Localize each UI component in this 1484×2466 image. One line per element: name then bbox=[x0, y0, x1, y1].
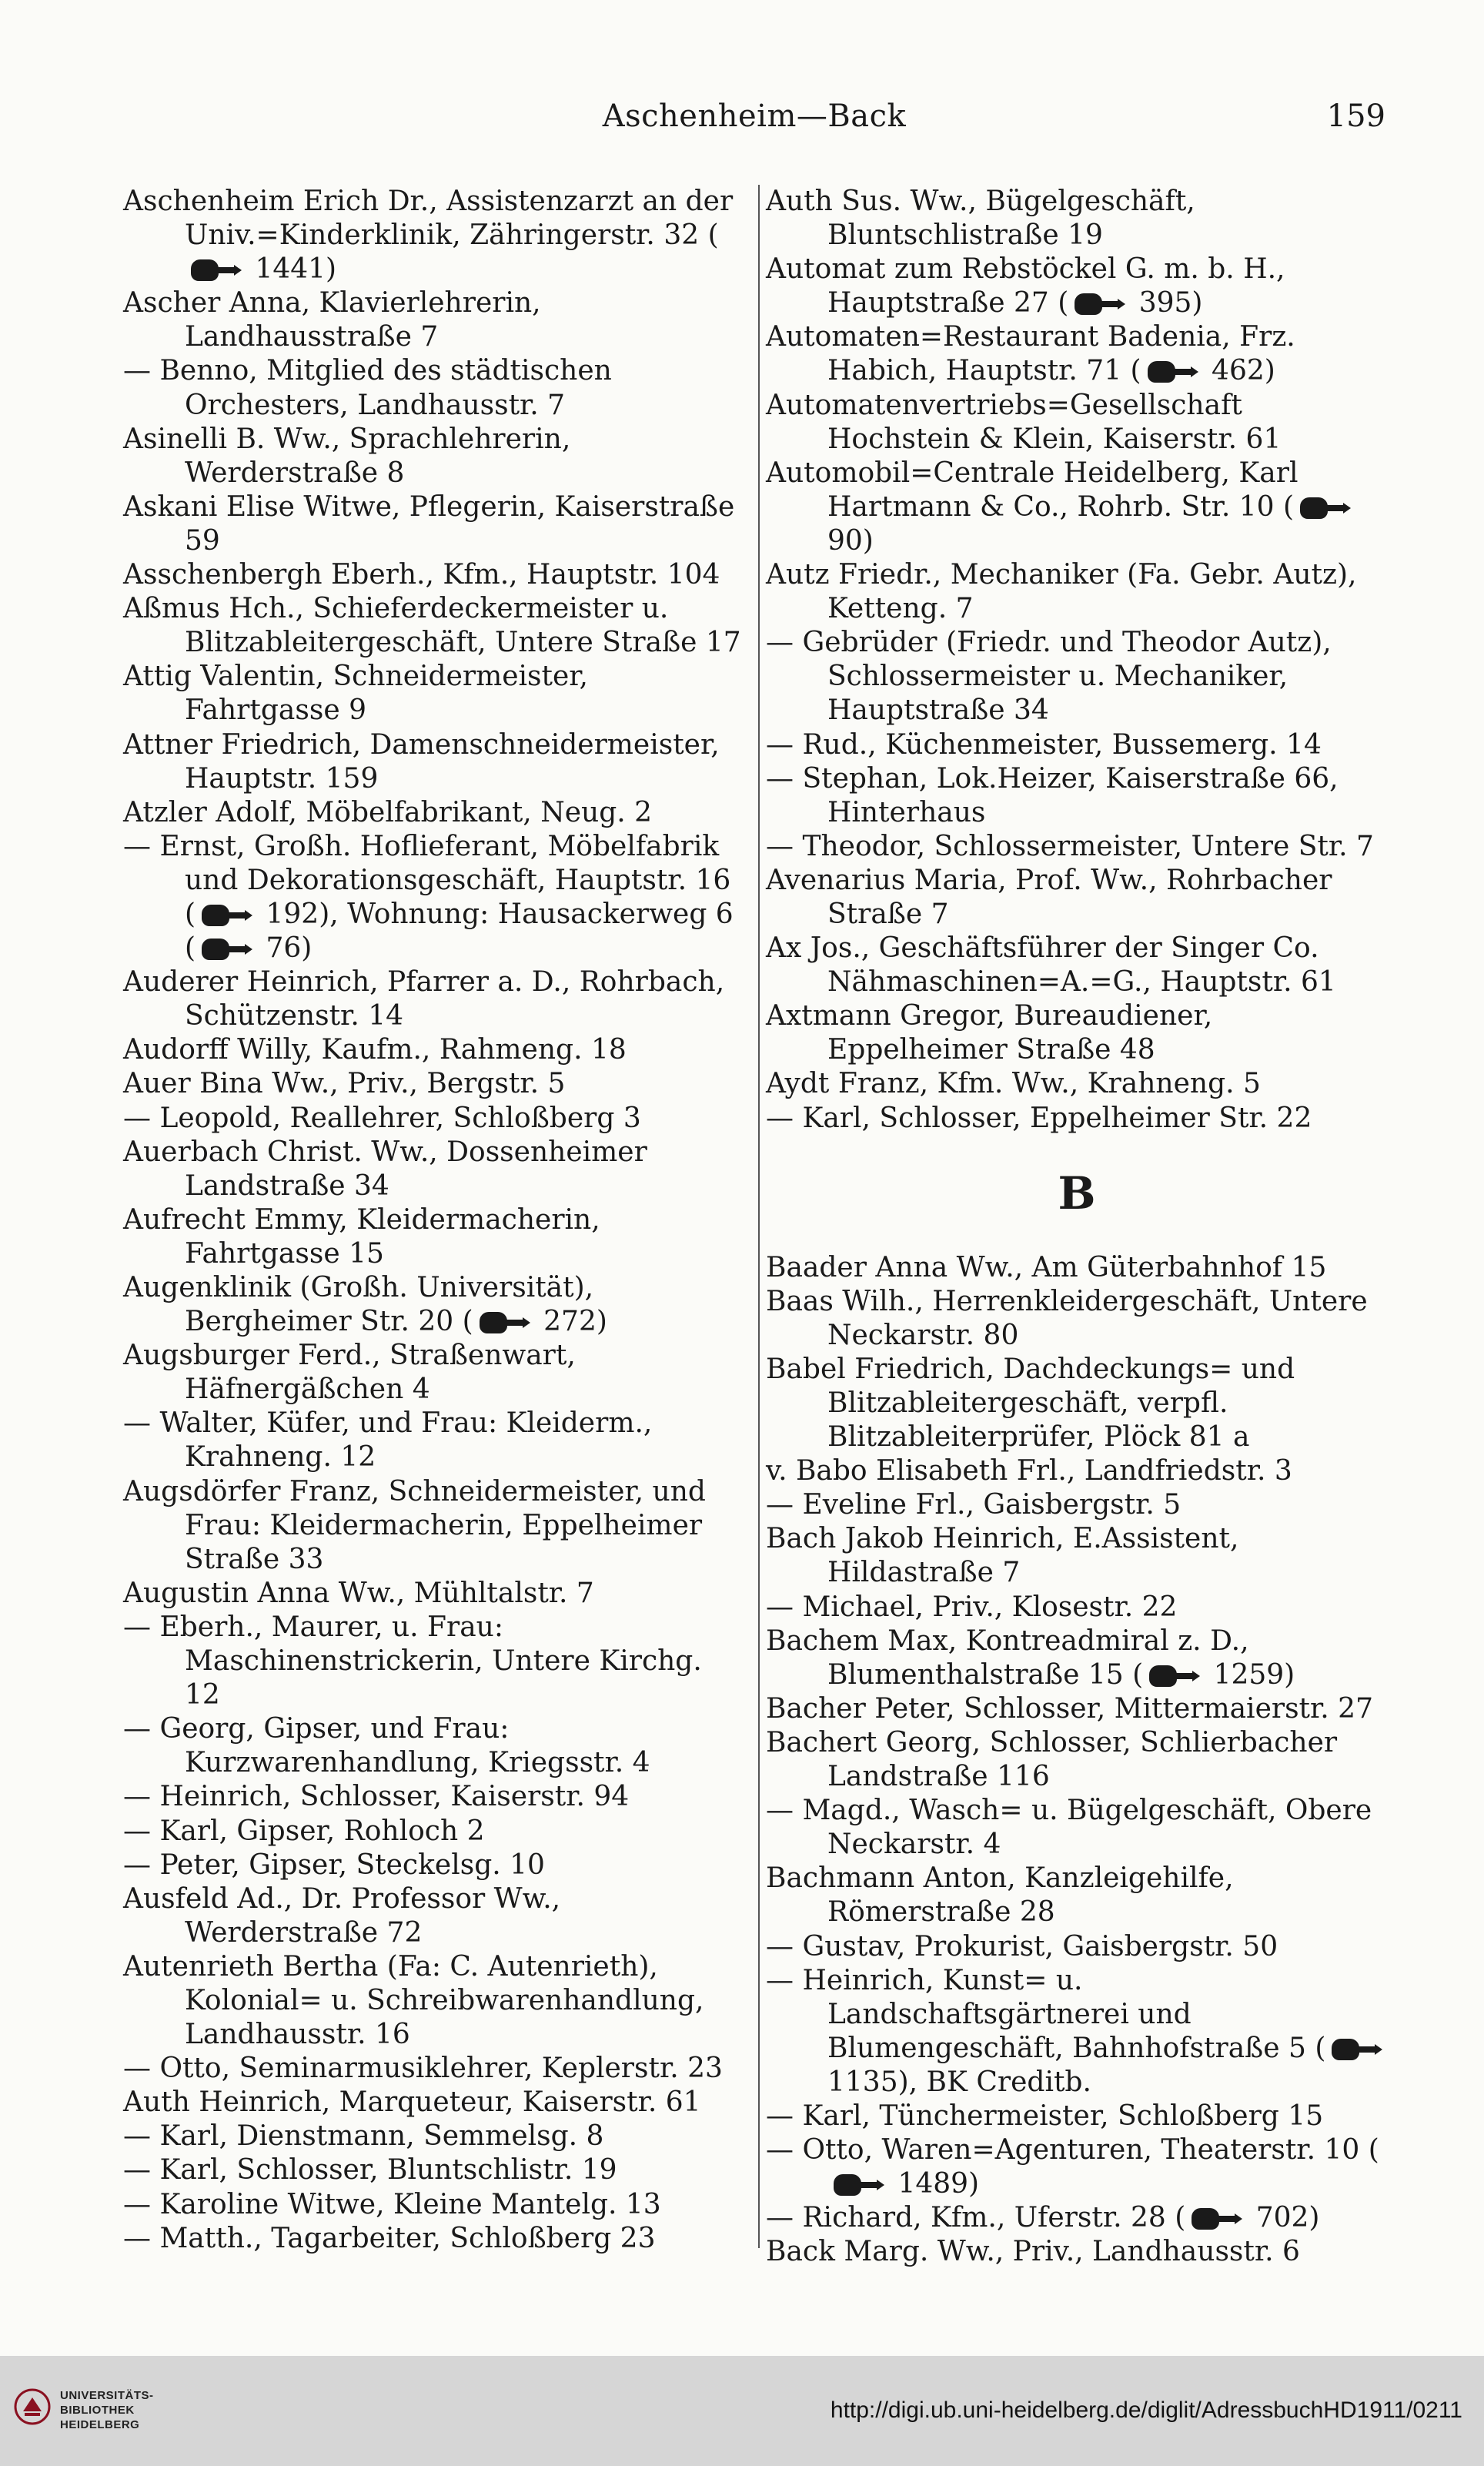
directory-entry bbox=[123, 1611, 745, 1712]
directory-entry bbox=[123, 1849, 745, 1882]
directory-entry bbox=[766, 1964, 1388, 2100]
entry-text: Auth Sus. Ww., Bügelgeschäft, Bluntschlistraße 19 bbox=[766, 186, 1195, 252]
entry-text: Augsdörfer Franz, Schneidermeister, und Frau: Kleidermacherin, Eppelheimer Straße 33 bbox=[123, 1475, 706, 1575]
directory-entry bbox=[123, 1033, 745, 1067]
entry-text: — Eberh., Maurer, u. Frau: Maschinenstrickerin, Untere Kirchg. 12 bbox=[123, 1611, 702, 1711]
entry-text: Axtmann Gregor, Bureaudiener, Eppelheimer Straße 48 bbox=[766, 1000, 1213, 1066]
entry-text: 90) bbox=[827, 524, 874, 557]
directory-entry bbox=[766, 999, 1388, 1067]
entry-text: Augustin Anna Ww., Mühltalstr. 7 bbox=[123, 1577, 594, 1609]
page-header bbox=[123, 99, 1385, 152]
directory-entry bbox=[123, 185, 745, 286]
directory-entry bbox=[123, 2086, 745, 2120]
directory-entry bbox=[766, 1067, 1388, 1101]
entry-text: — Karl, Schlosser, Eppelheimer Str. 22 bbox=[766, 1102, 1312, 1134]
entry-text: 395) bbox=[1130, 287, 1203, 320]
entry-text: — Richard, Kfm., Uferstr. 28 ( bbox=[766, 2202, 1186, 2234]
telephone-icon bbox=[475, 1312, 532, 1333]
telephone-icon bbox=[829, 2174, 886, 2196]
entry-text: — Rud., Küchenmeister, Bussemerg. 14 bbox=[766, 728, 1322, 761]
entry-text: — Georg, Gipser, und Frau: Kurzwarenhandlung, Kriegsstr. 4 bbox=[123, 1713, 650, 1779]
entry-text: 1259) bbox=[1205, 1658, 1295, 1691]
entry-text: Ax Jos., Geschäftsführer der Singer Co. Nähmaschinen=A.=G., Hauptstr. 61 bbox=[766, 932, 1336, 999]
entry-text: — Benno, Mitglied des städtischen Orchesters, Landhausstr. 7 bbox=[123, 355, 612, 421]
directory-entry bbox=[766, 320, 1388, 388]
directory-entry bbox=[123, 1339, 745, 1407]
entry-text: — Leopold, Reallehrer, Schloßberg 3 bbox=[123, 1102, 641, 1134]
directory-entry bbox=[123, 1815, 745, 1849]
entry-text: — Eveline Frl., Gaisbergstr. 5 bbox=[766, 1489, 1182, 1521]
directory-entry bbox=[766, 558, 1388, 626]
entry-text: Aschenheim Erich Dr., Assistenzarzt an der Univ.=Kinderklinik, Zähringerstr. 32 ( bbox=[123, 186, 734, 252]
directory-entry bbox=[123, 1950, 745, 2052]
entry-text: Askani Elise Witwe, Pflegerin, Kaiserstraße 59 bbox=[123, 490, 735, 557]
entry-text: 702) bbox=[1247, 2202, 1320, 2234]
telephone-icon bbox=[197, 905, 254, 926]
left-column bbox=[123, 185, 745, 2256]
directory-entry bbox=[123, 2188, 745, 2222]
entry-text: Automobil=Centrale Heidelberg, Karl Hartmann & Co., Rohrb. Str. 10 ( bbox=[766, 457, 1298, 523]
telephone-icon bbox=[197, 939, 254, 960]
entry-text: 76) bbox=[257, 932, 313, 965]
directory-entry bbox=[123, 354, 745, 422]
entry-text: Auer Bina Ww., Priv., Bergstr. 5 bbox=[123, 1068, 566, 1100]
directory-entry bbox=[766, 2201, 1388, 2235]
entry-text: — Magd., Wasch= u. Bügelgeschäft, Obere Neckarstr. 4 bbox=[766, 1795, 1372, 1861]
entry-text: Asinelli B. Ww., Sprachlehrerin, Werderstraße 8 bbox=[123, 423, 571, 489]
entry-text: Automat zum Rebstöckel G. m. b. H., Hauptstraße 27 ( bbox=[766, 253, 1285, 320]
directory-entry bbox=[766, 1862, 1388, 1929]
directory-entry bbox=[766, 1726, 1388, 1794]
directory-entry bbox=[123, 1712, 745, 1780]
entry-text: — Walter, Küfer, und Frau: Kleiderm., Krahneng. 12 bbox=[123, 1407, 653, 1474]
entry-text: — Michael, Priv., Klosestr. 22 bbox=[766, 1591, 1178, 1623]
directory-entry bbox=[123, 830, 745, 965]
entry-text: Audorff Willy, Kaufm., Rahmeng. 18 bbox=[123, 1034, 627, 1066]
entry-text: — Heinrich, Schlosser, Kaiserstr. 94 bbox=[123, 1781, 630, 1813]
entry-text: Auderer Heinrich, Pfarrer a. D., Rohrbach, Schützenstr. 14 bbox=[123, 966, 725, 1032]
directory-entry bbox=[123, 2222, 745, 2256]
entry-text: Automatenvertriebs=Gesellschaft Hochstein & Klein, Kaiserstr. 61 bbox=[766, 389, 1282, 455]
entry-text: Augenklinik (Großh. Universität), Bergheimer Str. 20 ( bbox=[123, 1272, 594, 1338]
entry-text: — Ernst, Großh. Hoflieferant, Möbelfabrik und Dekorationsgeschäft, Hauptstr. 16 ( bbox=[123, 830, 731, 930]
directory-entry bbox=[766, 1353, 1388, 1454]
entry-text: — Gebrüder (Friedr. und Theodor Autz), Schlossermeister u. Mechaniker, Hauptstraße 34 bbox=[766, 627, 1332, 727]
entry-text: Attner Friedrich, Damenschneidermeister, Hauptstr. 159 bbox=[123, 728, 720, 795]
entry-text: — Theodor, Schlossermeister, Untere Str. 7 bbox=[766, 830, 1374, 862]
entry-text: — Matth., Tagarbeiter, Schloßberg 23 bbox=[123, 2222, 656, 2254]
directory-entry bbox=[766, 457, 1388, 558]
source-url-link[interactable]: http://digi.ub.uni-heidelberg.de/diglit/AdressbuchHD1911/0211 bbox=[830, 2397, 1462, 2423]
directory-entry bbox=[123, 1271, 745, 1339]
directory-entry bbox=[766, 1251, 1388, 1285]
running-title: Aschenheim—Back bbox=[602, 99, 907, 134]
entry-text: Ausfeld Ad., Dr. Professor Ww., Werderstraße 72 bbox=[123, 1882, 561, 1949]
column-divider bbox=[758, 185, 760, 2248]
entry-text: Autz Friedr., Mechaniker (Fa. Gebr. Autz), Ketteng. 7 bbox=[766, 559, 1357, 625]
directory-entry bbox=[123, 286, 745, 354]
directory-entry bbox=[766, 1522, 1388, 1590]
telephone-icon bbox=[1070, 293, 1127, 315]
entry-text: 1441) bbox=[246, 253, 337, 286]
directory-entry bbox=[766, 1591, 1388, 1624]
directory-entry bbox=[766, 830, 1388, 864]
directory-entry bbox=[123, 1475, 745, 1577]
directory-entry bbox=[766, 728, 1388, 762]
entry-text: 272) bbox=[534, 1306, 607, 1338]
directory-entry bbox=[766, 1624, 1388, 1692]
directory-entry bbox=[766, 1930, 1388, 1964]
telephone-icon bbox=[1145, 1665, 1202, 1687]
entry-text: Aßmus Hch., Schieferdeckermeister u. Blitzableitergeschäft, Untere Straße 17 bbox=[123, 593, 741, 659]
directory-entry bbox=[123, 660, 745, 728]
directory-entry bbox=[766, 864, 1388, 932]
entry-text: Babel Friedrich, Dachdeckungs= und Blitzableitergeschäft, verpfl. Blitzableiterprüfer, Plöck 81 a bbox=[766, 1353, 1295, 1454]
footer-bar bbox=[0, 2356, 1484, 2466]
entry-text: Atzler Adolf, Möbelfabrikant, Neug. 2 bbox=[123, 796, 653, 828]
entry-text: Baas Wilh., Herrenkleidergeschäft, Untere Neckarstr. 80 bbox=[766, 1285, 1368, 1351]
directory-entry bbox=[766, 2235, 1388, 2269]
directory-entry bbox=[766, 1285, 1388, 1353]
directory-entry bbox=[766, 1454, 1388, 1488]
entry-text: — Otto, Waren=Agenturen, Theaterstr. 10 ( bbox=[766, 2134, 1379, 2167]
entry-text: — Karl, Gipser, Rohloch 2 bbox=[123, 1815, 485, 1847]
entry-text: Automaten=Restaurant Badenia, Frz. Habich, Hauptstr. 71 ( bbox=[766, 321, 1295, 387]
entry-text: Bachem Max, Kontreadmiral z. D., Blumenthalstraße 15 ( bbox=[766, 1624, 1249, 1691]
telephone-icon bbox=[1187, 2208, 1244, 2230]
telephone-icon bbox=[186, 259, 243, 281]
entry-text: Auth Heinrich, Marqueteur, Kaiserstr. 61 bbox=[123, 2086, 701, 2119]
directory-entry bbox=[123, 796, 745, 830]
entry-text: — Karl, Tünchermeister, Schloßberg 15 bbox=[766, 2100, 1324, 2132]
directory-entry bbox=[123, 2153, 745, 2187]
directory-entry bbox=[766, 1692, 1388, 1726]
entry-text: Bacher Peter, Schlosser, Mittermaierstr. 27 bbox=[766, 1692, 1373, 1725]
directory-entry bbox=[123, 423, 745, 490]
directory-entry bbox=[766, 762, 1388, 830]
directory-entry bbox=[123, 1203, 745, 1271]
telephone-icon bbox=[1295, 497, 1352, 519]
entry-text: 1135), BK Creditb. bbox=[827, 2066, 1091, 2098]
directory-entry bbox=[123, 490, 745, 558]
directory-entry bbox=[123, 728, 745, 796]
entry-text: Asschenbergh Eberh., Kfm., Hauptstr. 104 bbox=[123, 559, 720, 591]
directory-entry bbox=[123, 2120, 745, 2153]
directory-entry bbox=[123, 558, 745, 592]
telephone-icon bbox=[1143, 361, 1200, 383]
directory-entry bbox=[766, 2100, 1388, 2133]
directory-entry bbox=[123, 1577, 745, 1611]
directory-entry bbox=[123, 1136, 745, 1203]
library-logo-icon bbox=[14, 2388, 51, 2425]
entry-text: — Heinrich, Kunst= u. Landschaftsgärtnerei und Blumengeschäft, Bahnhofstraße 5 ( bbox=[766, 1964, 1326, 2064]
directory-entry bbox=[123, 2052, 745, 2086]
entry-text: 1489) bbox=[889, 2168, 980, 2200]
directory-entry bbox=[766, 1102, 1388, 1136]
directory-entry bbox=[123, 1067, 745, 1101]
directory-entry bbox=[123, 1882, 745, 1950]
directory-entry bbox=[766, 185, 1388, 253]
entry-text: 462) bbox=[1202, 355, 1275, 387]
entry-text: Bachmann Anton, Kanzleigehilfe, Römerstraße 28 bbox=[766, 1862, 1234, 1929]
entry-text: — Karoline Witwe, Kleine Mantelg. 13 bbox=[123, 2188, 661, 2220]
entry-text: — Otto, Seminarmusiklehrer, Keplerstr. 23 bbox=[123, 2053, 723, 2085]
right-column bbox=[766, 185, 1388, 2269]
directory-entry bbox=[766, 253, 1388, 320]
section-letter: B bbox=[1058, 1166, 1096, 1220]
entry-text: Back Marg. Ww., Priv., Landhausstr. 6 bbox=[766, 2236, 1300, 2268]
entry-text: Ascher Anna, Klavierlehrerin, Landhausstraße 7 bbox=[123, 287, 541, 353]
entry-text: Bachert Georg, Schlosser, Schlierbacher Landstraße 116 bbox=[766, 1726, 1338, 1793]
directory-entry bbox=[766, 1794, 1388, 1862]
entry-text: — Gustav, Prokurist, Gaisbergstr. 50 bbox=[766, 1930, 1278, 1962]
directory-entry bbox=[766, 932, 1388, 999]
entry-text: — Stephan, Lok.Heizer, Kaiserstraße 66, Hinterhaus bbox=[766, 762, 1339, 828]
entry-text: Autenrieth Bertha (Fa: C. Autenrieth), Kolonial= u. Schreibwarenhandlung, Landhausstr. 16 bbox=[123, 1950, 704, 2051]
telephone-icon bbox=[1327, 2039, 1384, 2060]
entry-text: Auerbach Christ. Ww., Dossenheimer Landstraße 34 bbox=[123, 1136, 647, 1202]
directory-entry bbox=[766, 389, 1388, 457]
entry-text: 192), Wohnung: Hausackerweg 6 ( bbox=[185, 898, 734, 965]
entry-text: Aufrecht Emmy, Kleidermacherin, Fahrtgasse 15 bbox=[123, 1203, 600, 1270]
entry-text: — Karl, Schlosser, Bluntschlistr. 19 bbox=[123, 2154, 617, 2187]
entry-text: Baader Anna Ww., Am Güterbahnhof 15 bbox=[766, 1251, 1327, 1283]
library-name: UNIVERSITÄTS- BIBLIOTHEK HEIDELBERG bbox=[60, 2389, 154, 2431]
entry-text: Avenarius Maria, Prof. Ww., Rohrbacher Straße 7 bbox=[766, 864, 1332, 930]
entry-text: Augsburger Ferd., Straßenwart, Häfnergäßchen 4 bbox=[123, 1340, 576, 1406]
directory-entry bbox=[123, 965, 745, 1033]
entry-text: Aydt Franz, Kfm. Ww., Krahneng. 5 bbox=[766, 1068, 1261, 1100]
page-number: 159 bbox=[1326, 99, 1385, 134]
entry-text: Attig Valentin, Schneidermeister, Fahrtgasse 9 bbox=[123, 661, 588, 727]
directory-entry bbox=[123, 592, 745, 660]
entry-text: Bach Jakob Heinrich, E.Assistent, Hildastraße 7 bbox=[766, 1523, 1239, 1589]
entry-text: — Peter, Gipser, Steckelsg. 10 bbox=[123, 1849, 545, 1881]
directory-entry bbox=[123, 1407, 745, 1474]
directory-entry bbox=[766, 1488, 1388, 1522]
directory-entry bbox=[766, 2133, 1388, 2201]
entry-text: — Karl, Dienstmann, Semmelsg. 8 bbox=[123, 2120, 604, 2153]
directory-entry bbox=[123, 1780, 745, 1814]
directory-entry bbox=[766, 626, 1388, 728]
entry-text: v. Babo Elisabeth Frl., Landfriedstr. 3 bbox=[766, 1455, 1292, 1487]
directory-entry bbox=[123, 1102, 745, 1136]
